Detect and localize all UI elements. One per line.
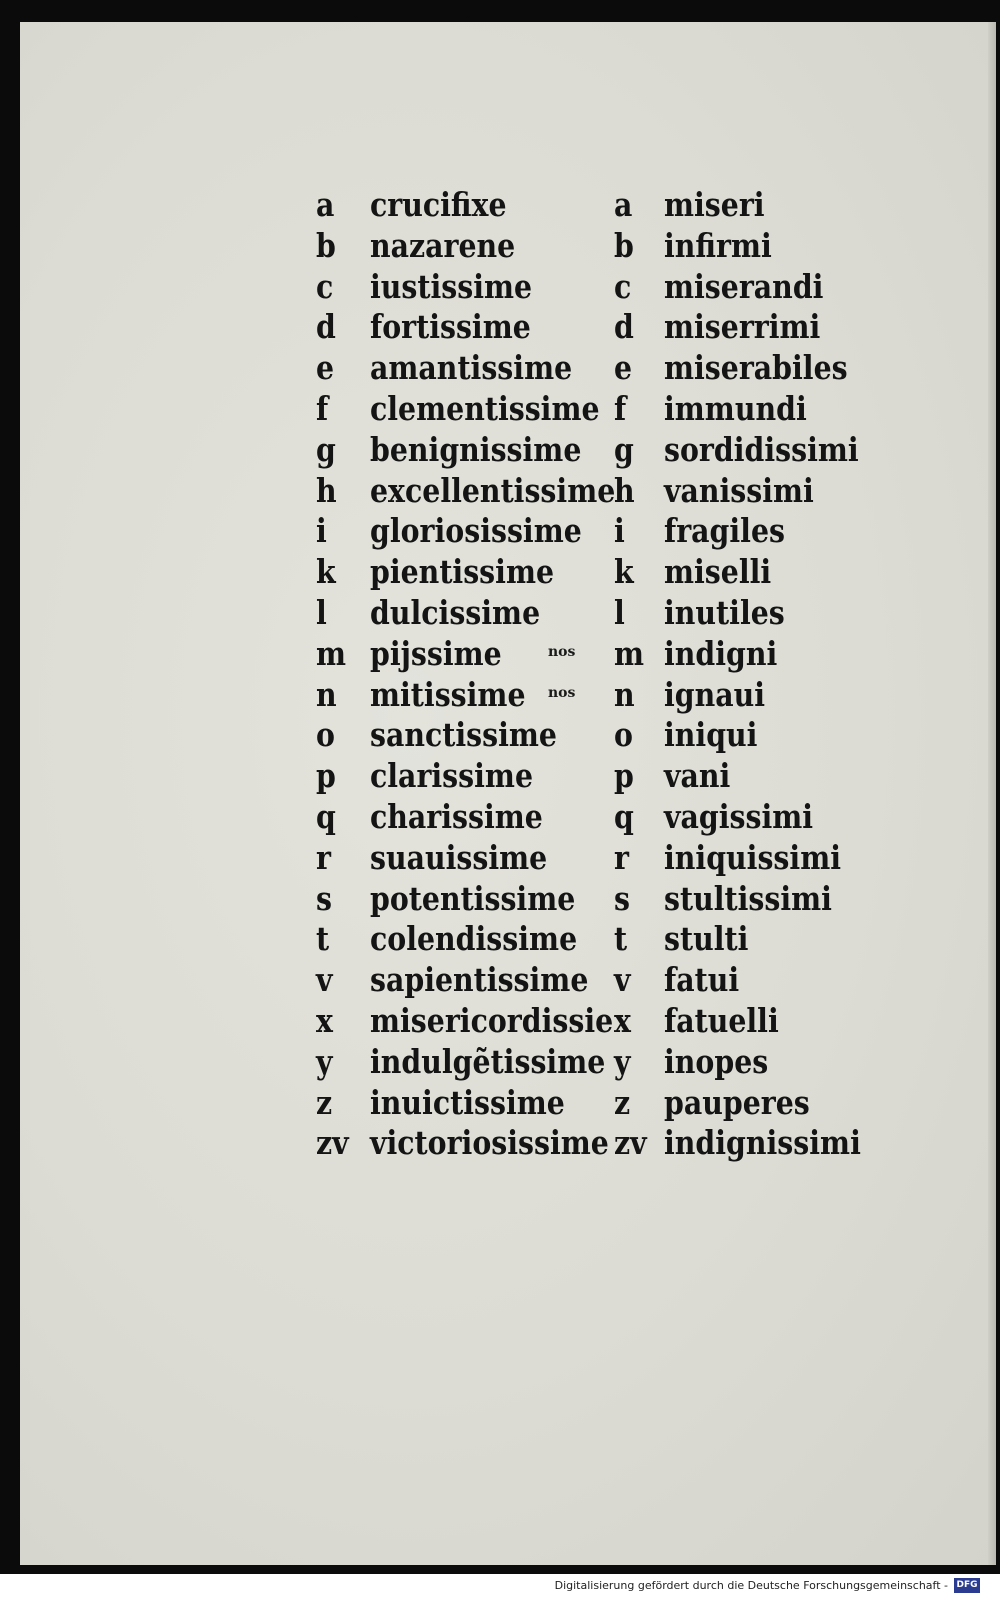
right-word: miserandi — [664, 266, 824, 306]
left-letter: z — [316, 1082, 333, 1122]
left-word: potentissime — [370, 878, 576, 918]
verse-row — [20, 430, 960, 470]
verse-row — [20, 1123, 960, 1163]
left-letter: zv — [316, 1123, 349, 1163]
verse-row — [20, 1083, 960, 1123]
left-word: clarissime — [370, 756, 534, 796]
left-word: crucifixe — [370, 185, 507, 224]
right-letter: m — [614, 633, 645, 673]
right-letter: x — [614, 1001, 631, 1040]
left-letter: m — [316, 633, 347, 673]
verse-row — [20, 879, 960, 919]
right-letter: zv — [614, 1123, 647, 1163]
right-letter: g — [614, 429, 634, 469]
left-letter: t — [316, 919, 330, 959]
left-letter: h — [316, 470, 337, 510]
left-letter: c — [316, 266, 334, 306]
verse-row — [20, 471, 960, 511]
left-letter: a — [316, 185, 335, 224]
verse-row — [20, 634, 960, 674]
right-letter: s — [614, 878, 630, 918]
verse-row — [20, 675, 960, 715]
left-word: excellentissime — [370, 470, 616, 510]
left-word: inuictissime — [370, 1082, 565, 1122]
right-word: vagissimi — [664, 797, 814, 836]
left-word: victoriosissime — [370, 1123, 609, 1163]
left-word: indulgẽtissime — [370, 1041, 606, 1081]
right-letter: b — [614, 225, 634, 265]
left-letter: f — [316, 389, 329, 428]
right-word: inutiles — [664, 593, 785, 632]
right-letter: d — [614, 307, 634, 347]
right-word: infirmi — [664, 225, 772, 265]
verse-row — [20, 267, 960, 307]
verse-row — [20, 797, 960, 837]
left-letter: b — [316, 225, 336, 265]
left-letter: s — [316, 878, 332, 918]
right-letter: q — [614, 797, 634, 836]
right-letter: y — [614, 1041, 631, 1081]
left-word: pijssime — [370, 633, 502, 673]
left-word: pientissime — [370, 552, 555, 592]
right-word: stultissimi — [664, 878, 832, 918]
right-letter: e — [614, 348, 633, 388]
right-word: miseri — [664, 185, 765, 224]
verse-row — [20, 756, 960, 796]
verse-row — [20, 593, 960, 633]
right-letter: v — [614, 960, 631, 1000]
left-word: benignissime — [370, 429, 582, 469]
right-word: vanissimi — [664, 470, 814, 510]
verse-row — [20, 226, 960, 266]
right-letter: p — [614, 756, 634, 796]
right-word: fatuelli — [664, 1001, 779, 1040]
right-word: stulti — [664, 919, 749, 959]
book-page — [20, 22, 996, 1565]
left-word: clementissime — [370, 389, 600, 428]
verse-row — [20, 185, 960, 225]
right-word: vani — [664, 756, 731, 796]
left-letter: n — [316, 674, 337, 714]
verse-row — [20, 960, 960, 1000]
marginal-note: nos — [548, 643, 576, 660]
verse-row — [20, 348, 960, 388]
right-letter: z — [614, 1082, 631, 1122]
right-letter: t — [614, 919, 628, 959]
left-letter: d — [316, 307, 336, 347]
verse-row — [20, 389, 960, 429]
right-letter: i — [614, 511, 625, 551]
right-word: miselli — [664, 552, 772, 592]
right-word: sordidissimi — [664, 429, 859, 469]
right-word: fragiles — [664, 511, 785, 551]
left-letter: q — [316, 797, 336, 836]
right-word: fatui — [664, 960, 740, 1000]
left-word: misericordissie — [370, 1001, 614, 1040]
right-word: pauperes — [664, 1082, 810, 1122]
left-letter: x — [316, 1001, 333, 1040]
right-word: miserabiles — [664, 348, 848, 388]
left-letter: g — [316, 429, 336, 469]
right-letter: f — [614, 389, 627, 428]
right-letter: c — [614, 266, 632, 306]
right-letter: h — [614, 470, 635, 510]
footer-bar — [0, 1574, 1000, 1598]
left-word: fortissime — [370, 307, 531, 347]
left-word: dulcissime — [370, 593, 541, 632]
left-word: charissime — [370, 797, 543, 836]
verse-row — [20, 511, 960, 551]
right-word: ignaui — [664, 674, 766, 714]
right-letter: r — [614, 837, 629, 877]
left-letter: l — [316, 593, 327, 632]
left-letter: e — [316, 348, 335, 388]
page-edge — [988, 22, 996, 1565]
right-word: indigni — [664, 633, 778, 673]
right-letter: o — [614, 715, 633, 755]
left-letter: p — [316, 756, 336, 796]
left-letter: r — [316, 837, 331, 877]
right-word: inopes — [664, 1041, 769, 1081]
right-word: immundi — [664, 389, 807, 428]
left-word: mitissime — [370, 674, 526, 714]
left-letter: y — [316, 1041, 333, 1081]
dfg-logo: DFG — [954, 1578, 980, 1593]
left-word: colendissime — [370, 919, 578, 959]
left-letter: i — [316, 511, 327, 551]
left-word: suauissime — [370, 837, 548, 877]
left-word: sanctissime — [370, 715, 557, 755]
right-word: iniquissimi — [664, 837, 842, 877]
left-letter: o — [316, 715, 335, 755]
left-letter: k — [316, 552, 336, 592]
left-word: sapientissime — [370, 960, 589, 1000]
right-letter: n — [614, 674, 635, 714]
verse-row — [20, 715, 960, 755]
right-letter: l — [614, 593, 625, 632]
verse-row — [20, 919, 960, 959]
marginal-note: nos — [548, 684, 576, 701]
verse-row — [20, 1042, 960, 1082]
right-word: iniqui — [664, 715, 758, 755]
verse-row — [20, 307, 960, 347]
left-word: iustissime — [370, 266, 533, 306]
right-letter: k — [614, 552, 634, 592]
verse-row — [20, 838, 960, 878]
left-word: nazarene — [370, 225, 516, 265]
right-word: miserrimi — [664, 307, 821, 347]
right-letter: a — [614, 185, 633, 224]
left-word: amantissime — [370, 348, 573, 388]
footer-credit: Digitalisierung gefördert durch die Deutsche Forschungsgemeinschaft - — [554, 1579, 948, 1592]
left-letter: v — [316, 960, 333, 1000]
verse-row — [20, 552, 960, 592]
verse-row — [20, 1001, 960, 1041]
left-word: gloriosissime — [370, 511, 582, 551]
right-word: indignissimi — [664, 1123, 861, 1163]
